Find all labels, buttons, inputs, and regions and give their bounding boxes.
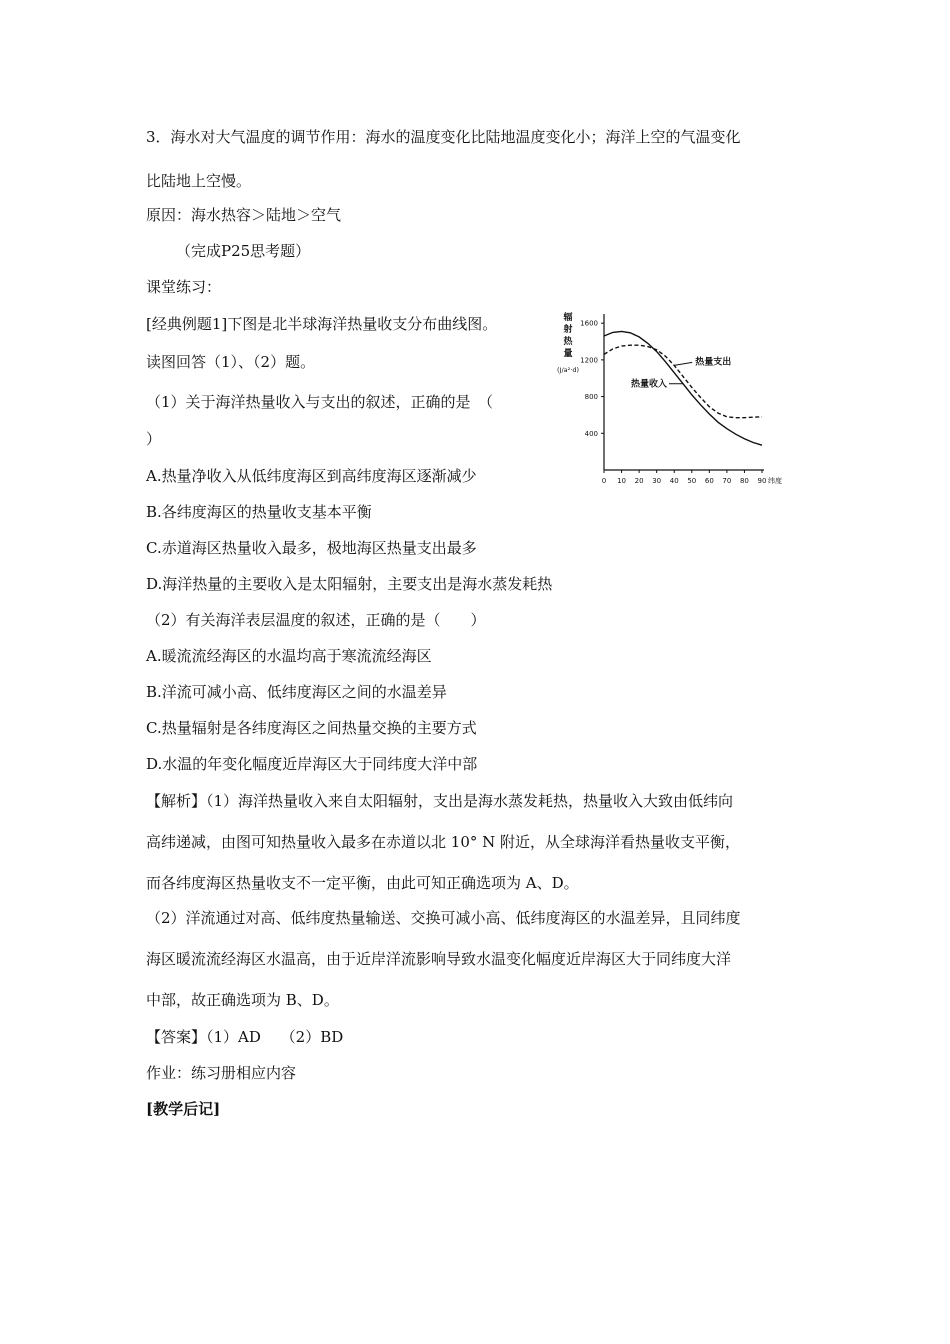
legend-label-expenditure: 热量支出: [695, 357, 732, 368]
y-tick-label: 400: [584, 429, 598, 438]
chart-axes: [557, 311, 782, 485]
homework-line: 作业：练习册相应内容: [146, 1064, 297, 1082]
task-note: （完成P25思考题）: [176, 242, 311, 260]
x-tick-label: 70: [722, 477, 732, 485]
analysis-2-line-1: （2）洋流通过对高、低纬度热量输送、交换可减小高、低纬度海区的水温差异，且同纬度: [146, 909, 741, 927]
question-1-option-b: B.各纬度海区的热量收支基本平衡: [146, 503, 372, 521]
x-tick-label: 30: [652, 477, 662, 485]
analysis-2-line-3: 中部，故正确选项为 B、D。: [146, 991, 339, 1009]
heat-budget-chart: [548, 306, 798, 488]
chart-series: [604, 331, 762, 445]
x-tick-label: 10: [617, 477, 627, 485]
analysis-2-line-2: 海区暖流流经海区水温高，由于近岸洋流影响导致水温变化幅度近岸海区大于同纬度大洋: [146, 950, 732, 968]
y-tick-label: 800: [584, 393, 598, 402]
analysis-1-line-3: 而各纬度海区热量收支不一定平衡，由此可知正确选项为 A、D。: [146, 874, 579, 892]
x-tick-label: 80: [739, 477, 749, 485]
x-tick-label: 50: [687, 477, 697, 485]
question-1-option-c: C.赤道海区热量收入最多，极地海区热量支出最多: [146, 539, 477, 557]
legend-leader-expenditure: [674, 362, 692, 365]
point-3-line-2: 比陆地上空慢。: [146, 172, 252, 190]
answer-line: 【答案】（1）AD （2）BD: [146, 1028, 344, 1046]
question-2-option-a: A.暖流流经海区的水温均高于寒流流经海区: [146, 647, 432, 665]
y-axis-label-char: 量: [563, 349, 573, 359]
x-tick-label: 60: [704, 477, 714, 485]
y-axis-label-char: 热: [563, 337, 573, 347]
practice-heading: 课堂练习：: [146, 278, 222, 296]
postscript-heading: [教学后记]: [146, 1100, 221, 1118]
x-tick-label: 90: [757, 477, 767, 485]
analysis-1-line-2: 高纬递减，由图可知热量收入最多在赤道以北 10° N 附近，从全球海洋看热量收支平衡，: [146, 833, 741, 851]
legend-label-income: 热量收入: [630, 379, 667, 390]
question-1-stem-end: ）: [146, 430, 162, 448]
chart-labels: [631, 355, 731, 389]
question-1-stem: （1）关于海洋热量收入与支出的叙述，正确的是 （: [146, 393, 494, 411]
point-3-line-1: 3．海水对大气温度的调节作用：海水的温度变化比陆地温度变化小；海洋上空的气温变化: [146, 128, 741, 146]
question-2-option-b: B.洋流可减小高、低纬度海区之间的水温差异: [146, 683, 447, 701]
analysis-1-line-1: 【解析】（1）海洋热量收入来自太阳辐射，支出是海水蒸发耗热，热量收入大致由低纬向: [146, 792, 734, 810]
y-axis-label-char: 射: [563, 325, 573, 335]
series-expenditure-line: [604, 345, 762, 418]
example-intro-1: [经典例题1]下图是北半球海洋热量收支分布曲线图。: [146, 315, 498, 333]
question-1-option-a: A.热量净收入从低纬度海区到高纬度海区逐渐减少: [146, 467, 477, 485]
y-tick-label: 1200: [580, 356, 598, 365]
x-tick-label: 40: [669, 477, 679, 485]
x-tick-label: 20: [634, 477, 644, 485]
reason-text: 原因：海水热容＞陆地＞空气: [146, 206, 342, 224]
x-axis-label: 纬度: [768, 477, 782, 485]
question-2-option-d: D.水温的年变化幅度近岸海区大于同纬度大洋中部: [146, 755, 478, 773]
y-axis-label-char: 辐: [563, 313, 573, 323]
series-income-line: [604, 331, 762, 445]
x-tick-label: 0: [601, 477, 607, 485]
question-2-stem: （2）有关海洋表层温度的叙述，正确的是（ ）: [146, 611, 486, 629]
question-1-option-d: D.海洋热量的主要收入是太阳辐射，主要支出是海水蒸发耗热: [146, 575, 553, 593]
example-intro-2: 读图回答（1）、（2）题。: [146, 353, 316, 371]
y-axis-unit: (J/a²·d): [557, 366, 579, 374]
question-2-option-c: C.热量辐射是各纬度海区之间热量交换的主要方式: [146, 719, 477, 737]
y-tick-label: 1600: [580, 319, 598, 328]
